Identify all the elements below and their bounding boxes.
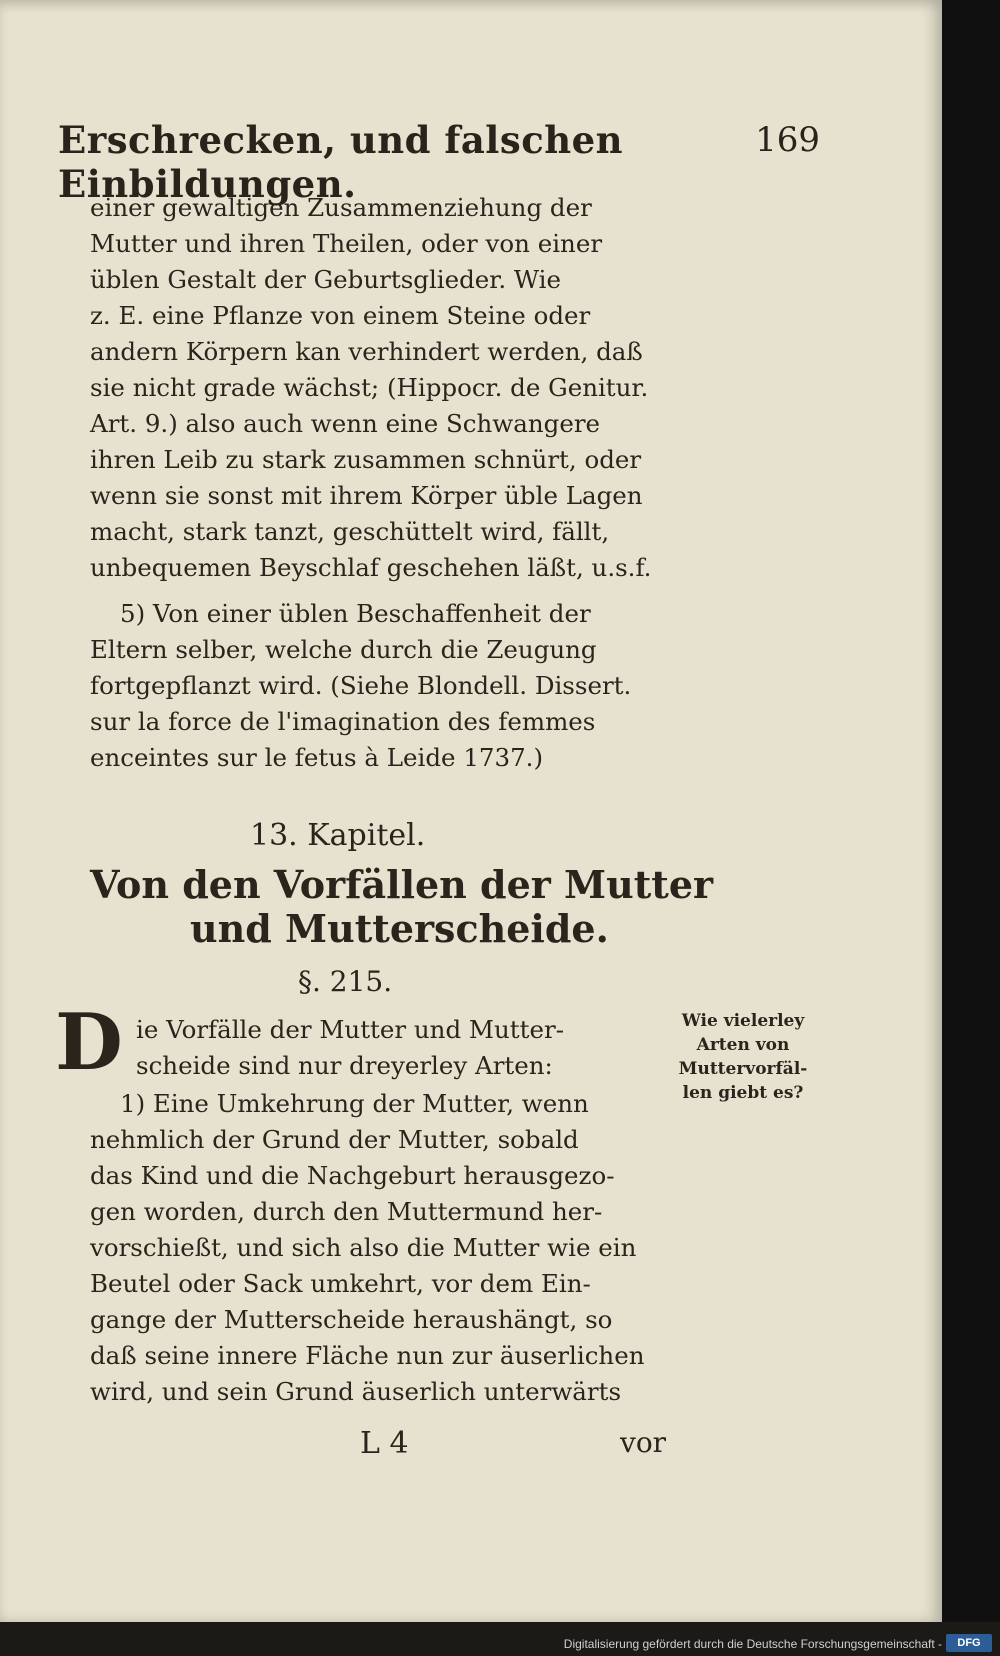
- text-line: sur la force de l'imagination des femmes: [90, 707, 596, 736]
- running-title: Erschrecken, und falschen Einbildungen.: [58, 118, 624, 206]
- drop-cap: D: [55, 997, 123, 1088]
- catchword: vor: [620, 1426, 667, 1459]
- margin-note-line: Wie vielerley: [681, 1011, 805, 1031]
- margin-note-line: Arten von: [696, 1035, 790, 1055]
- text-line: 5) Von einer üblen Beschaffenheit der: [120, 599, 591, 628]
- section-number: §. 215.: [298, 965, 393, 998]
- text-line: Mutter und ihren Theilen, oder von einer: [90, 229, 603, 258]
- text-line: ihren Leib zu stark zusammen schnürt, oder: [90, 445, 642, 474]
- page-number: 169: [755, 120, 820, 160]
- text-line: z. E. eine Pflanze von einem Steine oder: [90, 301, 591, 330]
- text-line: fortgepflanzt wird. (Siehe Blondell. Dissert.: [90, 671, 632, 700]
- text-line: nehmlich der Grund der Mutter, sobald: [90, 1125, 579, 1154]
- text-line: üblen Gestalt der Geburtsglieder. Wie: [90, 265, 561, 294]
- text-line: macht, stark tanzt, geschüttelt wird, fällt,: [90, 517, 610, 546]
- scan-background: [942, 0, 1000, 1622]
- text-line: daß seine innere Fläche nun zur äuserlichen: [90, 1341, 645, 1370]
- text-line: vorschießt, und sich also die Mutter wie ein: [90, 1233, 637, 1262]
- margin-note-line: Muttervorfäl-: [678, 1059, 808, 1079]
- text-line: wenn sie sonst mit ihrem Körper üble Lagen: [90, 481, 643, 510]
- text-line: wird, und sein Grund äuserlich unterwärts: [90, 1377, 622, 1406]
- chapter-title: und Mutterscheide.: [190, 906, 609, 951]
- dfg-logo: DFG: [946, 1634, 992, 1652]
- margin-note-line: len giebt es?: [682, 1083, 804, 1103]
- text-line: Eltern selber, welche durch die Zeugung: [90, 635, 597, 664]
- chapter-number: 13. Kapitel.: [250, 818, 426, 853]
- text-line: 1) Eine Umkehrung der Mutter, wenn: [120, 1089, 589, 1118]
- text-line: ie Vorfälle der Mutter und Mutter-: [136, 1015, 564, 1044]
- text-line: einer gewaltigen Zusammenziehung der: [90, 193, 592, 222]
- signature-mark: L 4: [360, 1426, 409, 1461]
- running-head: [58, 118, 828, 206]
- text-line: enceintes sur le fetus à Leide 1737.): [90, 743, 544, 772]
- text-line: andern Körpern kan verhindert werden, daß: [90, 337, 643, 366]
- text-line: sie nicht grade wächst; (Hippocr. de Genitur.: [90, 373, 649, 402]
- digitization-credit: Digitalisierung gefördert durch die Deutsche Forschungsgemeinschaft -: [563, 1637, 942, 1651]
- text-line: das Kind und die Nachgeburt herausgezo-: [90, 1161, 615, 1190]
- chapter-title: Von den Vorfällen der Mutter: [90, 862, 714, 907]
- text-line: Beutel oder Sack umkehrt, vor dem Ein-: [90, 1269, 591, 1298]
- text-line: gen worden, durch den Muttermund her-: [90, 1197, 603, 1226]
- text-line: unbequemen Beyschlaf geschehen läßt, u.s.f.: [90, 553, 652, 582]
- text-line: gange der Mutterscheide heraushängt, so: [90, 1305, 613, 1334]
- text-line: scheide sind nur dreyerley Arten:: [136, 1051, 553, 1080]
- text-line: Art. 9.) also auch wenn eine Schwangere: [90, 409, 601, 438]
